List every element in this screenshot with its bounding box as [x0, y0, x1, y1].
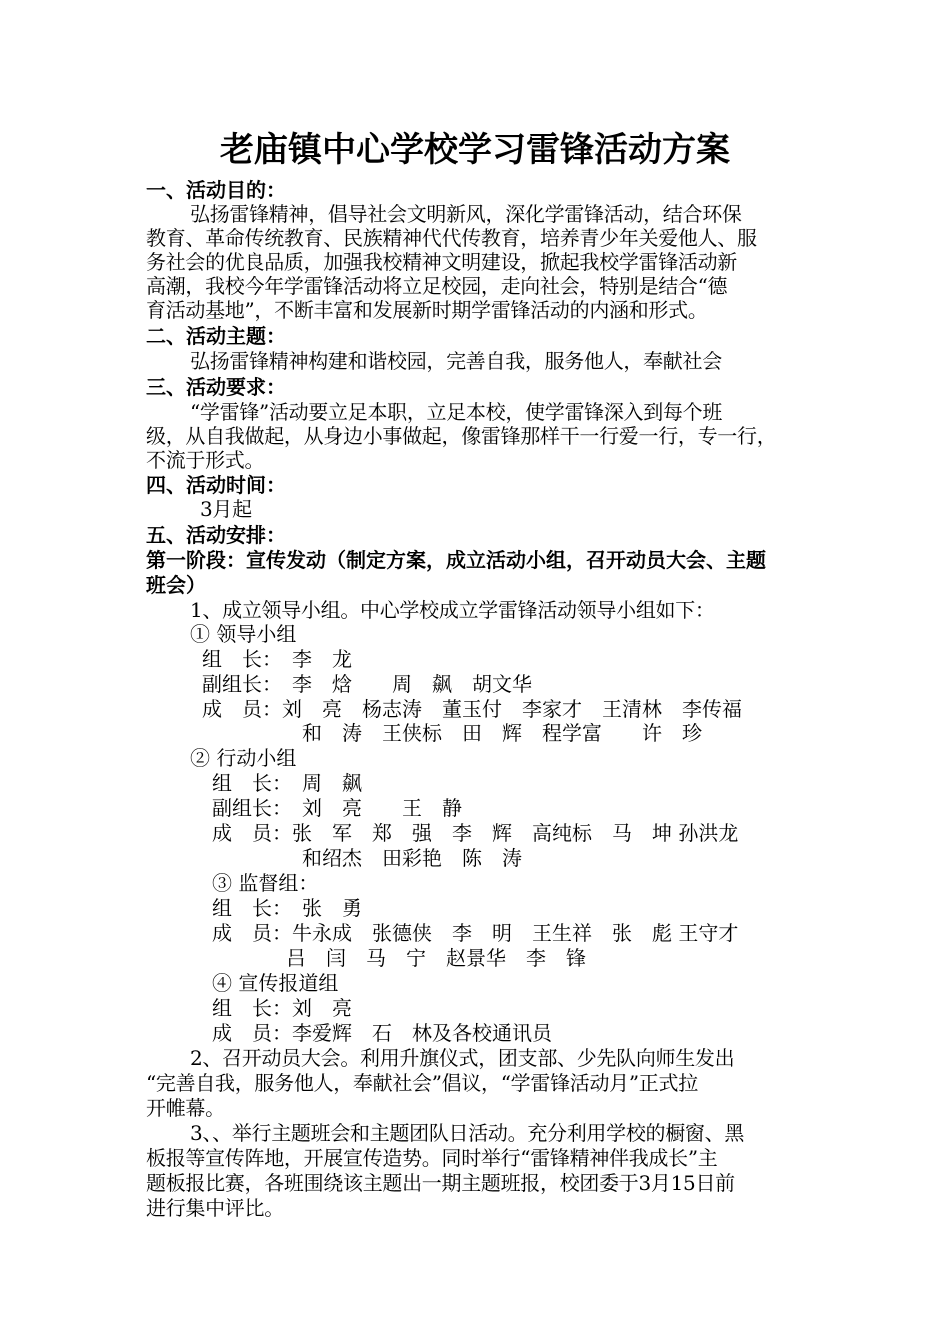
paragraph-line: 务社会的优良品质，加强我校精神文明建设，掀起我校学雷锋活动新 [146, 250, 737, 274]
section-heading-time: 四、活动时间： [146, 473, 286, 497]
time-text: 3月起 [200, 497, 252, 521]
paragraph-line: 板报等宣传阵地，开展宣传造势。同时举行“雷锋精神伴我成长”主 [146, 1146, 718, 1170]
paragraph-line: 3、、举行主题班会和主题团队日活动。充分利用学校的橱窗、黑 [190, 1121, 745, 1145]
group-leader: 组 长： 张 勇 [212, 896, 362, 920]
phase-heading: 第一阶段：宣传发动（制定方案，成立活动小组，召开动员大会、主题 [146, 548, 766, 572]
theme-text: 弘扬雷锋精神构建和谐校园，完善自我，服务他人，奉献社会 [190, 349, 722, 373]
group-deputy: 副组长： 李 焓 周 飙 胡文华 [202, 672, 532, 696]
document-title: 老庙镇中心学校学习雷锋活动方案 [220, 130, 730, 170]
paragraph-line: “完善自我，服务他人，奉献社会”倡议，“学雷锋活动月”正式拉 [146, 1071, 698, 1095]
section-heading-arrangement: 五、活动安排： [146, 523, 286, 547]
paragraph-line: “学雷锋”活动要立足本职，立足本校，使学雷锋深入到每个班 [190, 400, 723, 424]
group-members: 和 涛 王侠标 田 辉 程学富 许 珍 [302, 721, 702, 745]
group-leader: 组 长： 李 龙 [202, 647, 352, 671]
paragraph-line: 育活动基地”，不断丰富和发展新时期学雷锋活动的内涵和形式。 [146, 298, 708, 322]
paragraph-line: 2、召开动员大会。利用升旗仪式，团支部、少先队向师生发出 [190, 1046, 735, 1070]
paragraph-line: 题板报比赛，各班围绕该主题出一期主题班报，校团委于3月15日前 [146, 1171, 735, 1195]
paragraph-line: 教育、革命传统教育、民族精神代代传教育，培养青少年关爱他人、服 [146, 226, 757, 250]
paragraph-line: 不流于形式。 [146, 448, 265, 472]
section-heading-purpose: 一、活动目的： [146, 178, 286, 202]
paragraph-line: 级，从自我做起，从身边小事做起，像雷锋那样干一行爱一行，专一行， [146, 424, 777, 448]
group-leader: 组 长： 周 飙 [212, 771, 362, 795]
paragraph-line: 弘扬雷锋精神，倡导社会文明新风，深化学雷锋活动，结合环保 [190, 202, 742, 226]
paragraph-line: 开帷幕。 [146, 1096, 225, 1120]
section-heading-theme: 二、活动主题： [146, 324, 286, 348]
group-members: 吕 闫 马 宁 赵景华 李 锋 [286, 946, 586, 970]
group-deputy: 副组长： 刘 亮 王 静 [212, 796, 462, 820]
group-name: ① 领导小组 [190, 622, 297, 646]
group-name: ④ 宣传报道组 [212, 971, 339, 995]
group-members: 成 员：牛永成 张德侠 李 明 王生祥 张 彪 王守才 [212, 921, 739, 945]
group-members: 成 员：李爱辉 石 林及各校通讯员 [212, 1021, 552, 1045]
phase-heading: 班会） [146, 573, 206, 597]
paragraph-line: 高潮，我校今年学雷锋活动将立足校园，走向社会，特别是结合“德 [146, 274, 728, 298]
group-members: 成 员：张 军 郑 强 李 辉 高纯标 马 坤 孙洪龙 [212, 821, 739, 845]
group-members: 成 员：刘 亮 杨志涛 董玉付 李家才 王清林 李传福 [202, 697, 742, 721]
group-name: ② 行动小组 [190, 746, 297, 770]
group-leader: 组 长：刘 亮 [212, 996, 352, 1020]
list-item: 1、成立领导小组。中心学校成立学雷锋活动领导小组如下： [190, 598, 715, 622]
section-heading-requirements: 三、活动要求： [146, 375, 286, 399]
group-members: 和绍杰 田彩艳 陈 涛 [302, 846, 522, 870]
group-name: ③ 监督组： [212, 871, 319, 895]
paragraph-line: 进行集中评比。 [146, 1196, 284, 1220]
